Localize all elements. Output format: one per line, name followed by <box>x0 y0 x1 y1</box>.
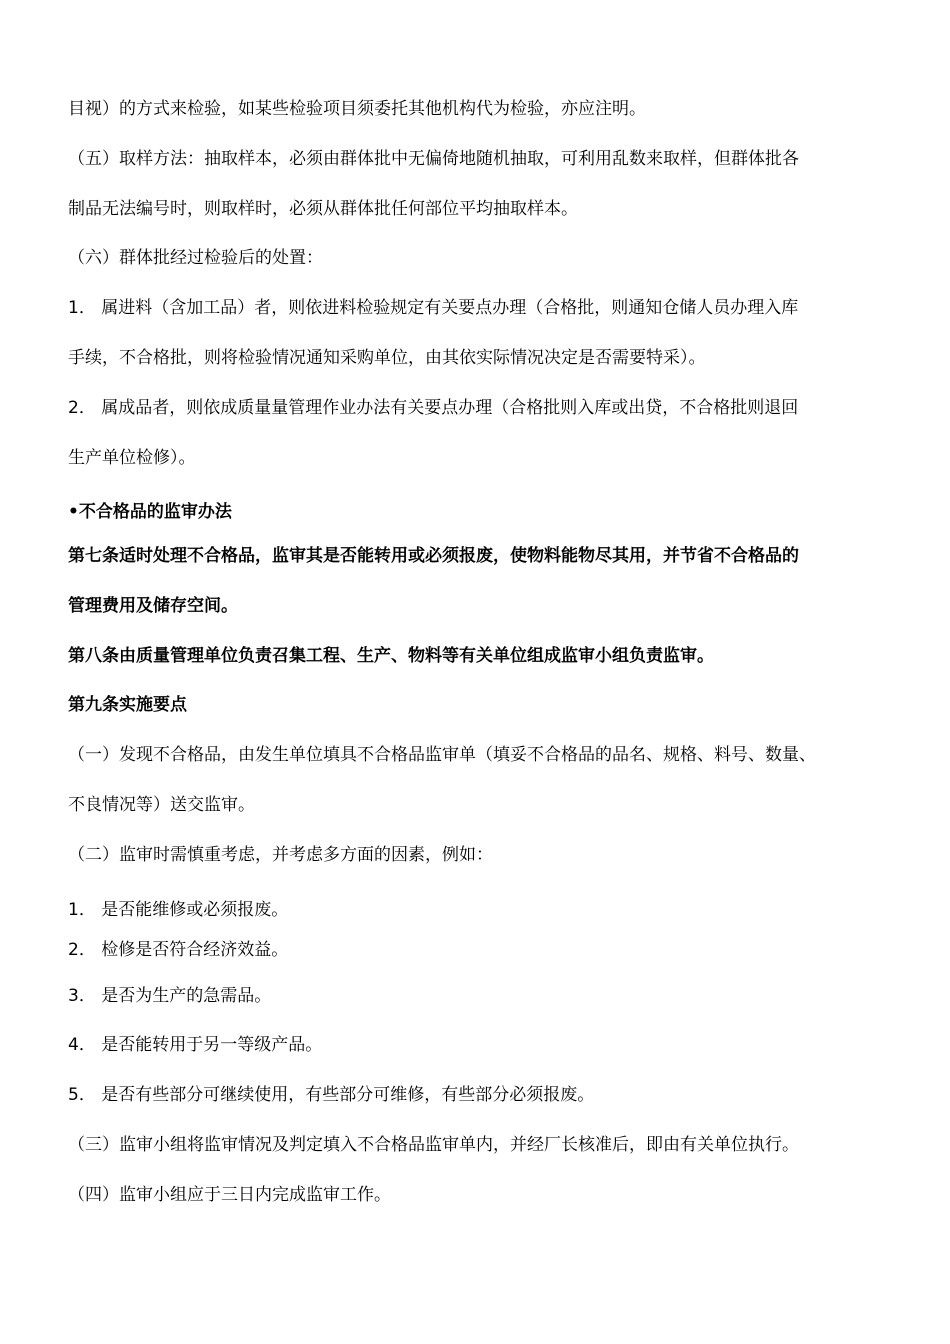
paragraph-line: （五）取样方法：抽取样本，必须由群体批中无偏倚地随机抽取，可利用乱数来取样，但群体批各 <box>68 149 799 169</box>
paragraph-line: 制品无法编号时，则取样时，必须从群体批任何部位平均抽取样本。 <box>68 199 578 219</box>
paragraph-line: （二）监审时需慎重考虑，并考虑多方面的因素，例如： <box>68 845 493 865</box>
paragraph-line: 手续，不合格批，则将检验情况通知采购单位，由其依实际情况决定是否需要特采）。 <box>68 348 706 368</box>
paragraph-line: 生产单位检修）。 <box>68 448 196 468</box>
list-item: 5． 是否有些部分可继续使用，有些部分可维修，有些部分必须报废。 <box>68 1085 595 1105</box>
paragraph-line: 目视）的方式来检验，如某些检验项目须委托其他机构代为检验，亦应注明。 <box>68 99 646 119</box>
list-item: 4． 是否能转用于另一等级产品。 <box>68 1035 323 1055</box>
paragraph-line: （三）监审小组将监审情况及判定填入不合格品监审单内，并经厂长核准后，即由有关单位执行。 <box>68 1135 799 1155</box>
list-item: 2． 属成品者，则依成质量量管理作业办法有关要点办理（合格批则入库或出贷，不合格批则退回 <box>68 398 799 418</box>
paragraph-line: （六）群体批经过检验后的处置： <box>68 248 323 268</box>
article-heading: 第七条适时处理不合格品，监审其是否能转用或必须报废，使物料能物尽其用，并节省不合格品的 <box>68 546 799 566</box>
list-item: 3． 是否为生产的急需品。 <box>68 986 272 1006</box>
section-heading: •不合格品的监审办法 <box>68 502 232 522</box>
article-heading: 管理费用及储存空间。 <box>68 596 238 616</box>
paragraph-line: 不良情况等）送交监审。 <box>68 795 255 815</box>
article-heading: 第九条实施要点 <box>68 695 187 715</box>
paragraph-line: （四）监审小组应于三日内完成监审工作。 <box>68 1185 391 1205</box>
paragraph-line: （一）发现不合格品，由发生单位填具不合格品监审单（填妥不合格品的品名、规格、料号、数量、 <box>68 745 816 765</box>
article-heading: 第八条由质量管理单位负责召集工程、生产、物料等有关单位组成监审小组负责监审。 <box>68 646 714 666</box>
list-item: 2． 检修是否符合经济效益。 <box>68 940 289 960</box>
list-item: 1． 属进料（含加工品）者，则依进料检验规定有关要点办理（合格批，则通知仓储人员办理入库 <box>68 298 799 318</box>
list-item: 1． 是否能维修或必须报废。 <box>68 900 289 920</box>
